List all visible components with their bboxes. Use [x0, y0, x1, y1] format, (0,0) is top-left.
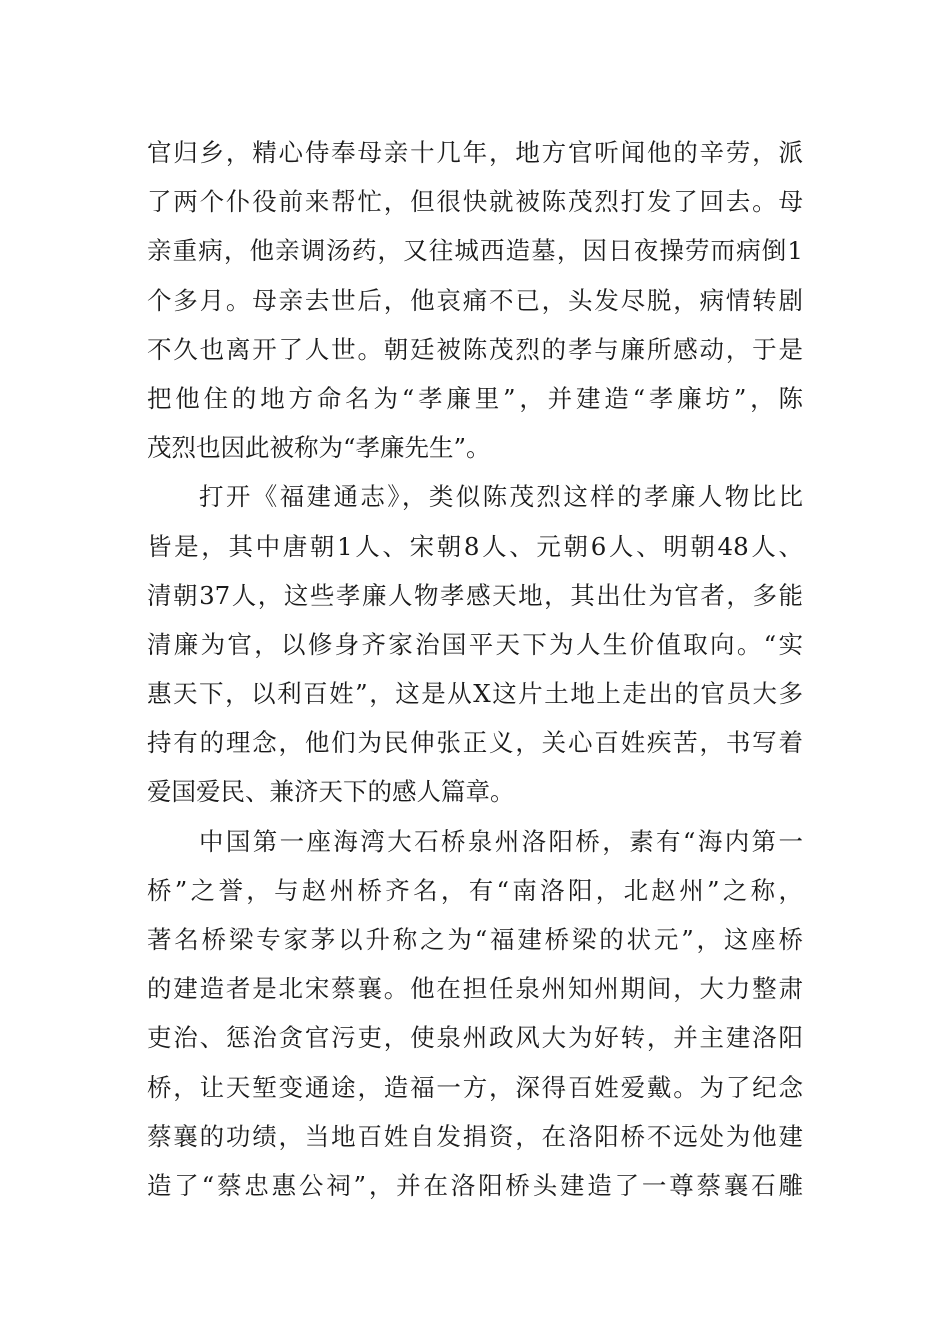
text-line: 皆是，其中唐朝1人、宋朝8人、元朝6人、明朝48人、	[147, 531, 803, 561]
text-line: 了两个仆役前来帮忙，但很快就被陈茂烈打发了回去。母	[147, 187, 803, 217]
text-line: 的建造者是北宋蔡襄。他在担任泉州知州期间，大力整肃	[147, 974, 803, 1004]
paragraph	[147, 472, 803, 816]
text-line: 中国第一座海湾大石桥泉州洛阳桥，素有“海内第一	[199, 826, 803, 856]
text-line: 吏治、惩治贪官污吏，使泉州政风大为好转，并主建洛阳	[147, 1023, 803, 1053]
text-line: 持有的理念，他们为民伸张正义，关心百姓疾苦，书写着	[147, 728, 803, 758]
text-line: 桥”之誉，与赵州桥齐名，有“南洛阳，北赵州”之称，	[147, 875, 803, 905]
text-line: 茂烈也因此被称为“孝廉先生”。	[147, 433, 491, 463]
text-line: 个多月。母亲去世后，他哀痛不已，头发尽脱，病情转剧	[147, 285, 803, 315]
text-line: 清朝37人，这些孝廉人物孝感天地，其出仕为官者，多能	[147, 580, 803, 610]
text-line: 清廉为官，以修身齐家治国平天下为人生价值取向。“实	[147, 629, 803, 659]
text-line: 著名桥梁专家茅以升称之为“福建桥梁的状元”，这座桥	[147, 925, 803, 954]
text-line: 打开《福建通志》，类似陈茂烈这样的孝廉人物比比	[199, 482, 803, 512]
text-line: 不久也离开了人世。朝廷被陈茂烈的孝与廉所感动，于是	[147, 334, 803, 364]
paragraph	[147, 128, 803, 472]
text-line: 亲重病，他亲调汤药，又往城西造墓，因日夜操劳而病倒1	[147, 236, 803, 266]
text-line: 桥，让天堑变通途，造福一方，深得百姓爱戴。为了纪念	[147, 1072, 803, 1102]
body-text	[147, 128, 803, 1210]
text-line: 蔡襄的功绩，当地百姓自发捐资，在洛阳桥不远处为他建	[147, 1121, 803, 1151]
text-line: 把他住的地方命名为“孝廉里”，并建造“孝廉坊”，陈	[147, 383, 803, 413]
text-line: 爱国爱民、兼济天下的感人篇章。	[147, 777, 515, 807]
text-line: 造了“蔡忠惠公祠”，并在洛阳桥头建造了一尊蔡襄石雕	[147, 1170, 803, 1200]
text-line: 惠天下，以利百姓”，这是从X这片土地上走出的官员大多	[147, 679, 803, 709]
text-line: 官归乡，精心侍奉母亲十几年，地方官听闻他的辛劳，派	[147, 138, 803, 167]
paragraph	[147, 817, 803, 1211]
